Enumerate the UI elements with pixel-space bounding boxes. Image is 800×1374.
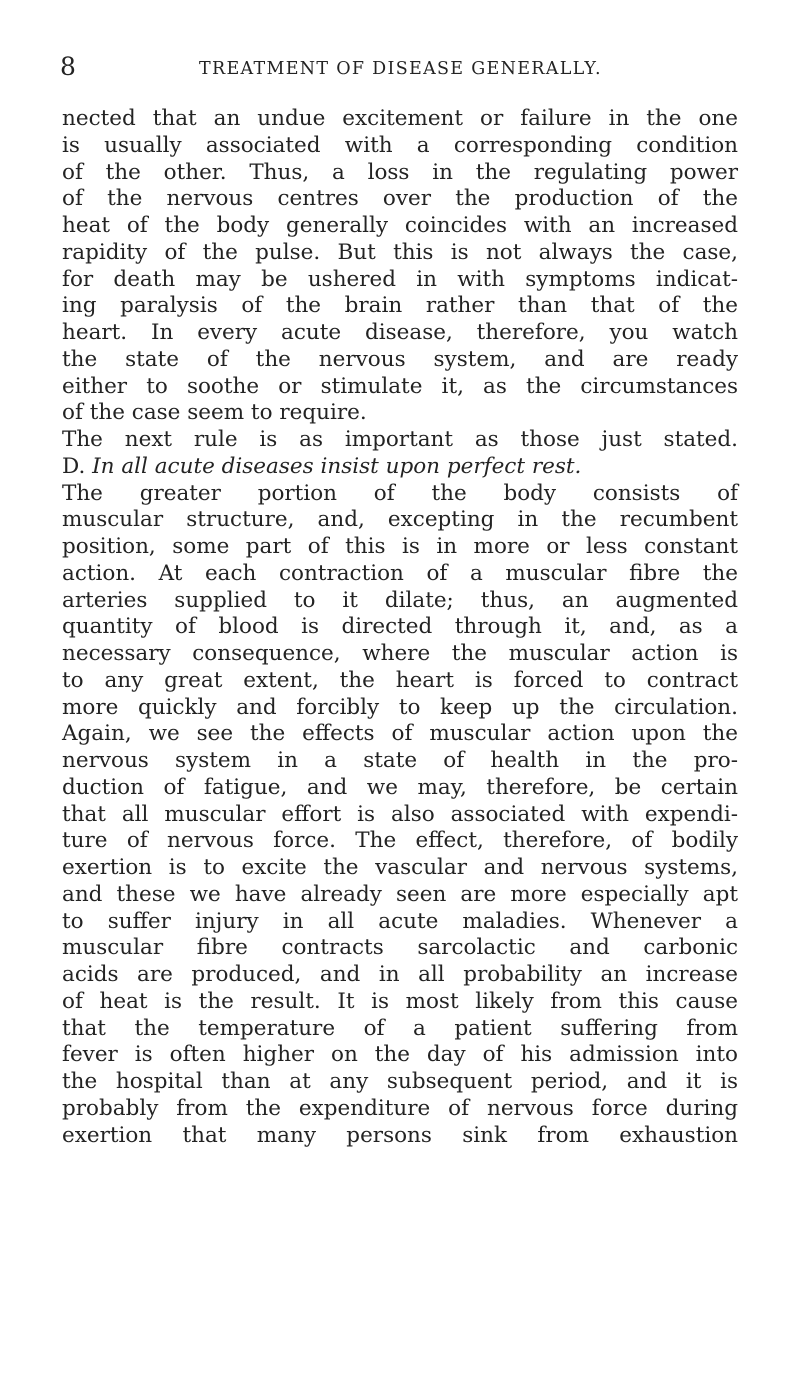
text-line: to any great extent, the heart is forced to contract [62, 667, 738, 693]
rule-statement: In all acute diseases insist upon perfect rest. [92, 453, 582, 479]
text-line: muscular fibre contracts sarcolactic and carbonic [62, 935, 738, 961]
text-line: ing paralysis of the brain rather than that of the [62, 293, 738, 319]
text-line: either to soothe or stimulate it, as the circumstances [62, 373, 738, 399]
text-line: nected that an undue excitement or failure in the one [62, 106, 738, 131]
text-line: duction of fatigue, and we may, therefore, be certain [62, 774, 738, 800]
text-line: exertion is to excite the vascular and nervous systems, [62, 855, 738, 880]
page-header [60, 51, 740, 83]
text-line: action. At each contraction of a muscular fibre the [62, 560, 738, 586]
text-line: arteries supplied to it dilate; thus, an augmented [62, 587, 738, 613]
text-line: heat of the body generally coincides with an increased [62, 213, 738, 238]
running-title: TREATMENT OF DISEASE GENERALLY. [199, 59, 602, 79]
text-line: necessary consequence, where the muscular action is [62, 641, 738, 666]
text-line: quantity of blood is directed through it, and, as a [62, 614, 738, 640]
text-line: exertion that many persons sink from exhaustion [62, 1122, 738, 1148]
text-line: of heat is the result. It is most likely from this cause [62, 988, 738, 1014]
text-line: is usually associated with a corresponding condition [62, 132, 738, 158]
text-line: that all muscular effort is also associated with expendi- [62, 801, 738, 827]
rule-heading [62, 454, 738, 481]
text-line: of the nervous centres over the production of the [62, 186, 738, 212]
text-line: for death may be ushered in with symptoms indicat- [62, 266, 738, 292]
rule-label: D. [62, 453, 86, 479]
body-text [62, 106, 738, 1149]
text-line: the hospital than at any subsequent period, and it is [62, 1069, 738, 1094]
text-line: fever is often higher on the day of his admission into [62, 1042, 738, 1068]
page-number: 8 [60, 52, 76, 81]
text-line: The next rule is as important as those just stated. [62, 427, 738, 452]
text-line: heart. In every acute disease, therefore, you watch [62, 320, 738, 345]
text-line: rapidity of the pulse. But this is not always the case, [62, 239, 738, 265]
text-line: The greater portion of the body consists of [62, 480, 738, 506]
text-line: Again, we see the effects of muscular action upon the [62, 721, 738, 747]
text-line: that the temperature of a patient suffering from [62, 1015, 738, 1041]
text-line: position, some part of this is in more or less constant [62, 534, 738, 559]
text-line: ture of nervous force. The effect, therefore, of bodily [62, 828, 738, 854]
text-line: to suffer injury in all acute maladies. Whenever a [62, 908, 738, 934]
text-line: more quickly and forcibly to keep up the circulation. [62, 694, 738, 720]
text-line: acids are produced, and in all probability an increase [62, 962, 738, 987]
text-line: and these we have already seen are more especially apt [62, 881, 738, 907]
text-line: nervous system in a state of health in the pro- [62, 748, 738, 773]
text-line: muscular structure, and, excepting in the recumbent [62, 507, 738, 533]
text-line: of the other. Thus, a loss in the regulating power [62, 159, 738, 185]
text-line: probably from the expenditure of nervous force during [62, 1095, 738, 1121]
text-line: of the case seem to require. [62, 400, 367, 426]
text-line: the state of the nervous system, and are ready [62, 346, 738, 372]
